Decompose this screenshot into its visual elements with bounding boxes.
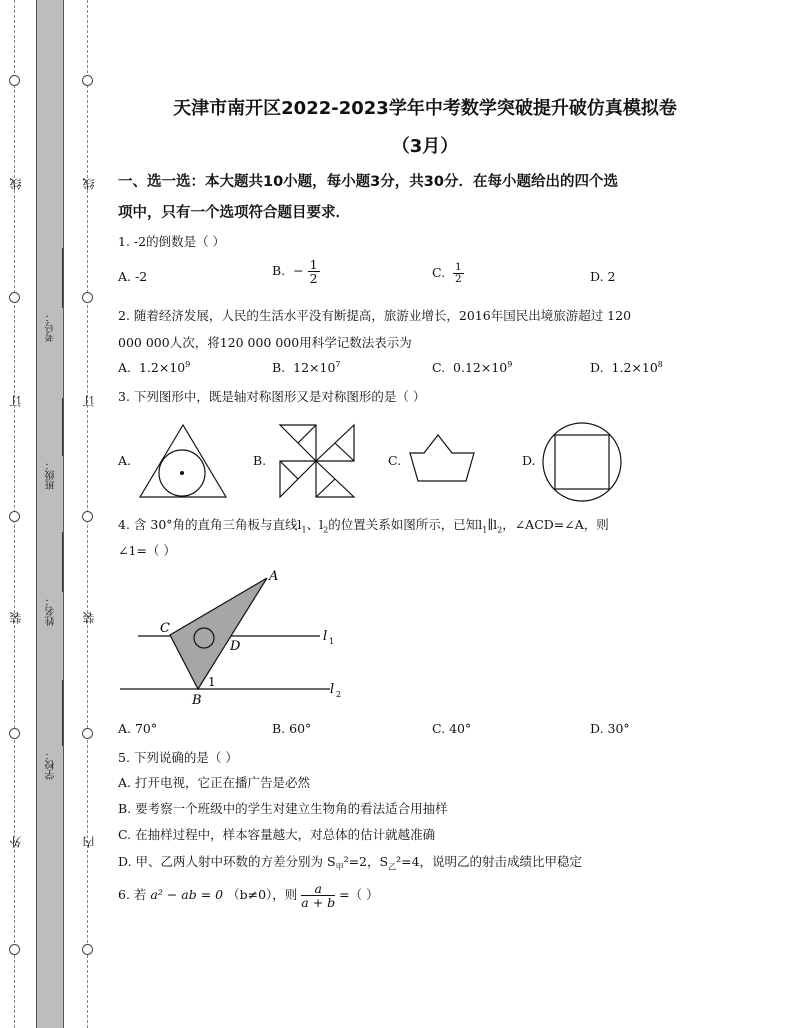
q3-option-b-label: B. xyxy=(253,453,267,468)
q5-option-c: C. 在抽样过程中，样本容量越大，对总体的估计就越准确 xyxy=(118,827,436,842)
binding-margin xyxy=(0,0,100,1028)
exam-subtitle: （3月） xyxy=(391,136,459,157)
section-heading-line2: 项中，只有一个选项符合题目要求． xyxy=(118,205,350,221)
q4-option-a: A. 70° xyxy=(118,721,158,736)
outer-label-wai: 外 xyxy=(9,836,23,848)
q4-figure xyxy=(110,562,360,712)
inner-label-nei: 内 xyxy=(82,836,96,848)
outer-label-ding: 订 xyxy=(9,395,23,407)
inner-label-zhuang: 装 xyxy=(82,612,96,624)
q6-stem: 6. 若 a² − ab = 0 （b≠0），则 $\frac{a}{a + b}$ =（ ） xyxy=(118,881,379,911)
q5-option-b: B. 要考察一个班级中的学生对建立生物角的看法适合用抽样 xyxy=(118,801,448,816)
q2-stem-line1: 2. 随着经济发展，人民的生活水平没有断提高，旅游业增长，2016年国民出境旅游超过 120 xyxy=(118,308,632,323)
q1-stem: 1. -2的倒数是（ ） xyxy=(118,234,226,249)
q4-stem-line1: 4. 含 30°角的直角三角板与直线$l_1$、$l_2$的位置关系如图所示，已知$l_1\parallel l_2$，∠ACD=∠A，则 xyxy=(118,517,609,535)
q4-label-l1: l xyxy=(323,629,328,644)
q1-option-c: C. $\frac{1}{2}$ xyxy=(432,261,462,286)
binding-hole xyxy=(82,511,93,522)
field-name: 姓名： xyxy=(46,596,57,626)
q3-option-a-label: A. xyxy=(118,453,132,468)
binding-hole xyxy=(9,944,20,955)
binding-hole xyxy=(9,292,20,303)
q1-option-d: D. 2 xyxy=(590,269,616,284)
inner-label-xian: 线 xyxy=(82,178,96,190)
q2-option-c: C. $0.12\times 10^9$ xyxy=(432,360,513,376)
q5-option-a: A. 打开电视，它正在播广告是必然 xyxy=(118,775,310,790)
q3-stem: 3. 下列图形中，既是轴对称图形又是对称图形的是（ ） xyxy=(118,389,426,404)
q2-option-b: B. $12\times 10^7$ xyxy=(272,360,341,376)
q4-label-angle-1: 1 xyxy=(208,675,216,689)
gray-binding-strip xyxy=(36,0,64,1028)
field-class-line xyxy=(62,398,63,456)
q4-label-l1-sub: 1 xyxy=(329,637,335,646)
binding-hole xyxy=(9,728,20,739)
q2-option-d: D. $1.2\times 10^8$ xyxy=(590,360,663,376)
field-exam-number: 考号： xyxy=(46,312,57,342)
q4-option-b: B. 60° xyxy=(272,721,312,736)
binding-hole xyxy=(82,292,93,303)
q4-option-d: D. 30° xyxy=(590,721,630,736)
q2-stem-line2: 000 000人次，将120 000 000用科学记数法表示为 xyxy=(118,335,412,350)
q4-label-b: B xyxy=(192,693,202,708)
binding-hole xyxy=(9,511,20,522)
field-school: 学校： xyxy=(46,750,57,780)
q3-option-d-label: D. xyxy=(522,453,536,468)
q4-label-a: A xyxy=(269,569,279,584)
binding-hole xyxy=(82,75,93,86)
field-school-line xyxy=(62,680,63,746)
field-class: 班级： xyxy=(46,460,57,490)
q5-option-d: D. 甲、乙两人射中环数的方差分别为 $S_甲^2=2$，$S_乙^2=4$，说明乙的射击成绩比甲稳定 xyxy=(118,854,583,872)
exam-title: 天津市南开区2022-2023学年中考数学突破提升破仿真模拟卷 xyxy=(173,98,677,119)
outer-label-zhuang: 装 xyxy=(9,612,23,624)
q1-option-b: B. − $\frac{1}{2}$ xyxy=(272,257,318,287)
binding-hole xyxy=(9,75,20,86)
q3-figure-b-pinwheel xyxy=(278,423,356,499)
binding-hole xyxy=(82,944,93,955)
q3-figure-c-boat xyxy=(408,433,480,485)
q4-stem-line2: ∠1=（ ） xyxy=(118,543,176,558)
q1-option-a: A. -2 xyxy=(118,269,148,284)
q3-figure-d-square-in-circle xyxy=(540,420,624,504)
outer-label-xian: 线 xyxy=(9,178,23,190)
field-name-line xyxy=(62,532,63,592)
q6-equation: a² − ab = 0 xyxy=(150,887,224,903)
field-exam-number-line xyxy=(62,248,63,308)
binding-hole xyxy=(82,728,93,739)
inner-label-ding: 订 xyxy=(82,395,96,407)
section-heading-line1: 一、选一选：本大题共10小题，每小题3分，共30分．在每小题给出的四个选 xyxy=(118,174,618,190)
q5-stem: 5. 下列说确的是（ ） xyxy=(118,750,238,765)
q2-option-a: A. $1.2\times 10^9$ xyxy=(118,360,191,376)
q3-figure-a-triangle-circle xyxy=(136,423,230,499)
q4-option-c: C. 40° xyxy=(432,721,472,736)
q4-label-c: C xyxy=(160,621,170,636)
q4-label-d: D xyxy=(230,639,241,654)
q4-label-l2: l xyxy=(330,682,335,697)
q3-option-c-label: C. xyxy=(388,453,402,468)
q4-label-l2-sub: 2 xyxy=(336,690,342,699)
